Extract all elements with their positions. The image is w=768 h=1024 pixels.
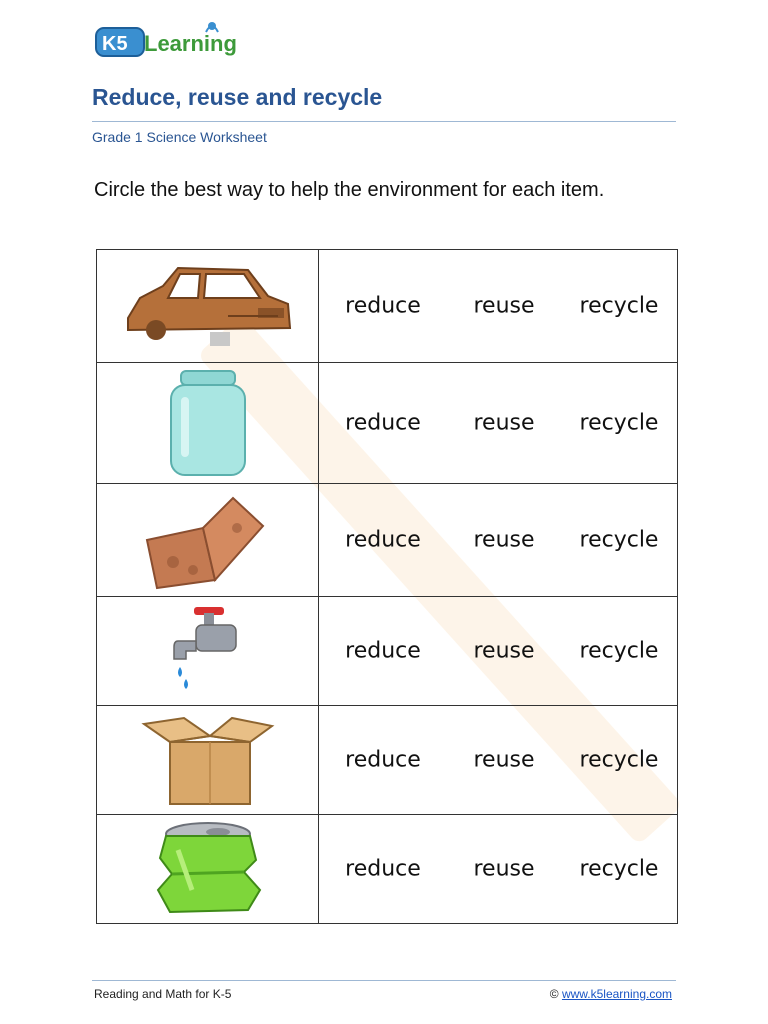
option-reduce[interactable]: reduce	[345, 293, 421, 319]
worksheet-table	[96, 249, 678, 924]
glass-jar-icon	[163, 367, 253, 479]
option-recycle[interactable]: recycle	[579, 856, 659, 882]
option-reduce[interactable]: reduce	[345, 856, 421, 882]
option-reuse[interactable]: reuse	[473, 856, 535, 882]
option-recycle[interactable]: recycle	[579, 527, 659, 553]
option-reduce[interactable]: reduce	[345, 527, 421, 553]
svg-text:K5: K5	[102, 33, 128, 55]
svg-text:Learning: Learning	[144, 31, 237, 56]
option-recycle[interactable]: recycle	[579, 410, 659, 436]
table-row	[97, 484, 678, 597]
table-row	[97, 706, 678, 815]
table-row	[97, 250, 678, 363]
item-image-cell	[97, 815, 319, 924]
item-image-cell	[97, 597, 319, 706]
footer-website-link[interactable]: www.k5learning.com	[561, 987, 672, 1001]
item-image-cell	[97, 706, 319, 815]
item-image-cell	[97, 363, 319, 484]
option-reuse[interactable]: reuse	[473, 293, 535, 319]
table-row	[97, 363, 678, 484]
table-row	[97, 815, 678, 924]
page-subtitle: Grade 1 Science Worksheet	[92, 129, 267, 145]
item-image-cell	[97, 484, 319, 597]
option-reuse[interactable]: reuse	[473, 638, 535, 664]
options-cell	[319, 250, 678, 363]
options-cell	[319, 597, 678, 706]
crushed-can-icon	[148, 820, 268, 918]
options-cell	[319, 815, 678, 924]
rusty-car-icon	[118, 256, 298, 356]
options-cell	[319, 484, 678, 597]
options-cell	[319, 363, 678, 484]
option-recycle[interactable]: recycle	[579, 293, 659, 319]
option-recycle[interactable]: recycle	[579, 638, 659, 664]
dripping-faucet-icon	[168, 603, 248, 699]
page-title: Reduce, reuse and recycle	[92, 84, 383, 110]
header-divider	[92, 121, 676, 122]
table-row	[97, 597, 678, 706]
option-reduce[interactable]: reduce	[345, 410, 421, 436]
footer-divider	[92, 980, 676, 981]
option-reuse[interactable]: reuse	[473, 747, 535, 773]
option-reuse[interactable]: reuse	[473, 410, 535, 436]
option-reuse[interactable]: reuse	[473, 527, 535, 553]
item-image-cell	[97, 250, 319, 363]
option-reduce[interactable]: reduce	[345, 747, 421, 773]
footer-copyright	[550, 987, 672, 1001]
option-recycle[interactable]: recycle	[579, 747, 659, 773]
option-reduce[interactable]: reduce	[345, 638, 421, 664]
cardboard-box-icon	[140, 712, 276, 808]
footer-tagline: Reading and Math for K-5	[94, 987, 232, 1001]
instruction-text: Circle the best way to help the environment for each item.	[94, 179, 605, 201]
options-cell	[319, 706, 678, 815]
k5-learning-logo	[94, 18, 264, 64]
copyright-symbol: ©	[549, 987, 559, 1001]
egg-carton-icon	[143, 490, 273, 590]
